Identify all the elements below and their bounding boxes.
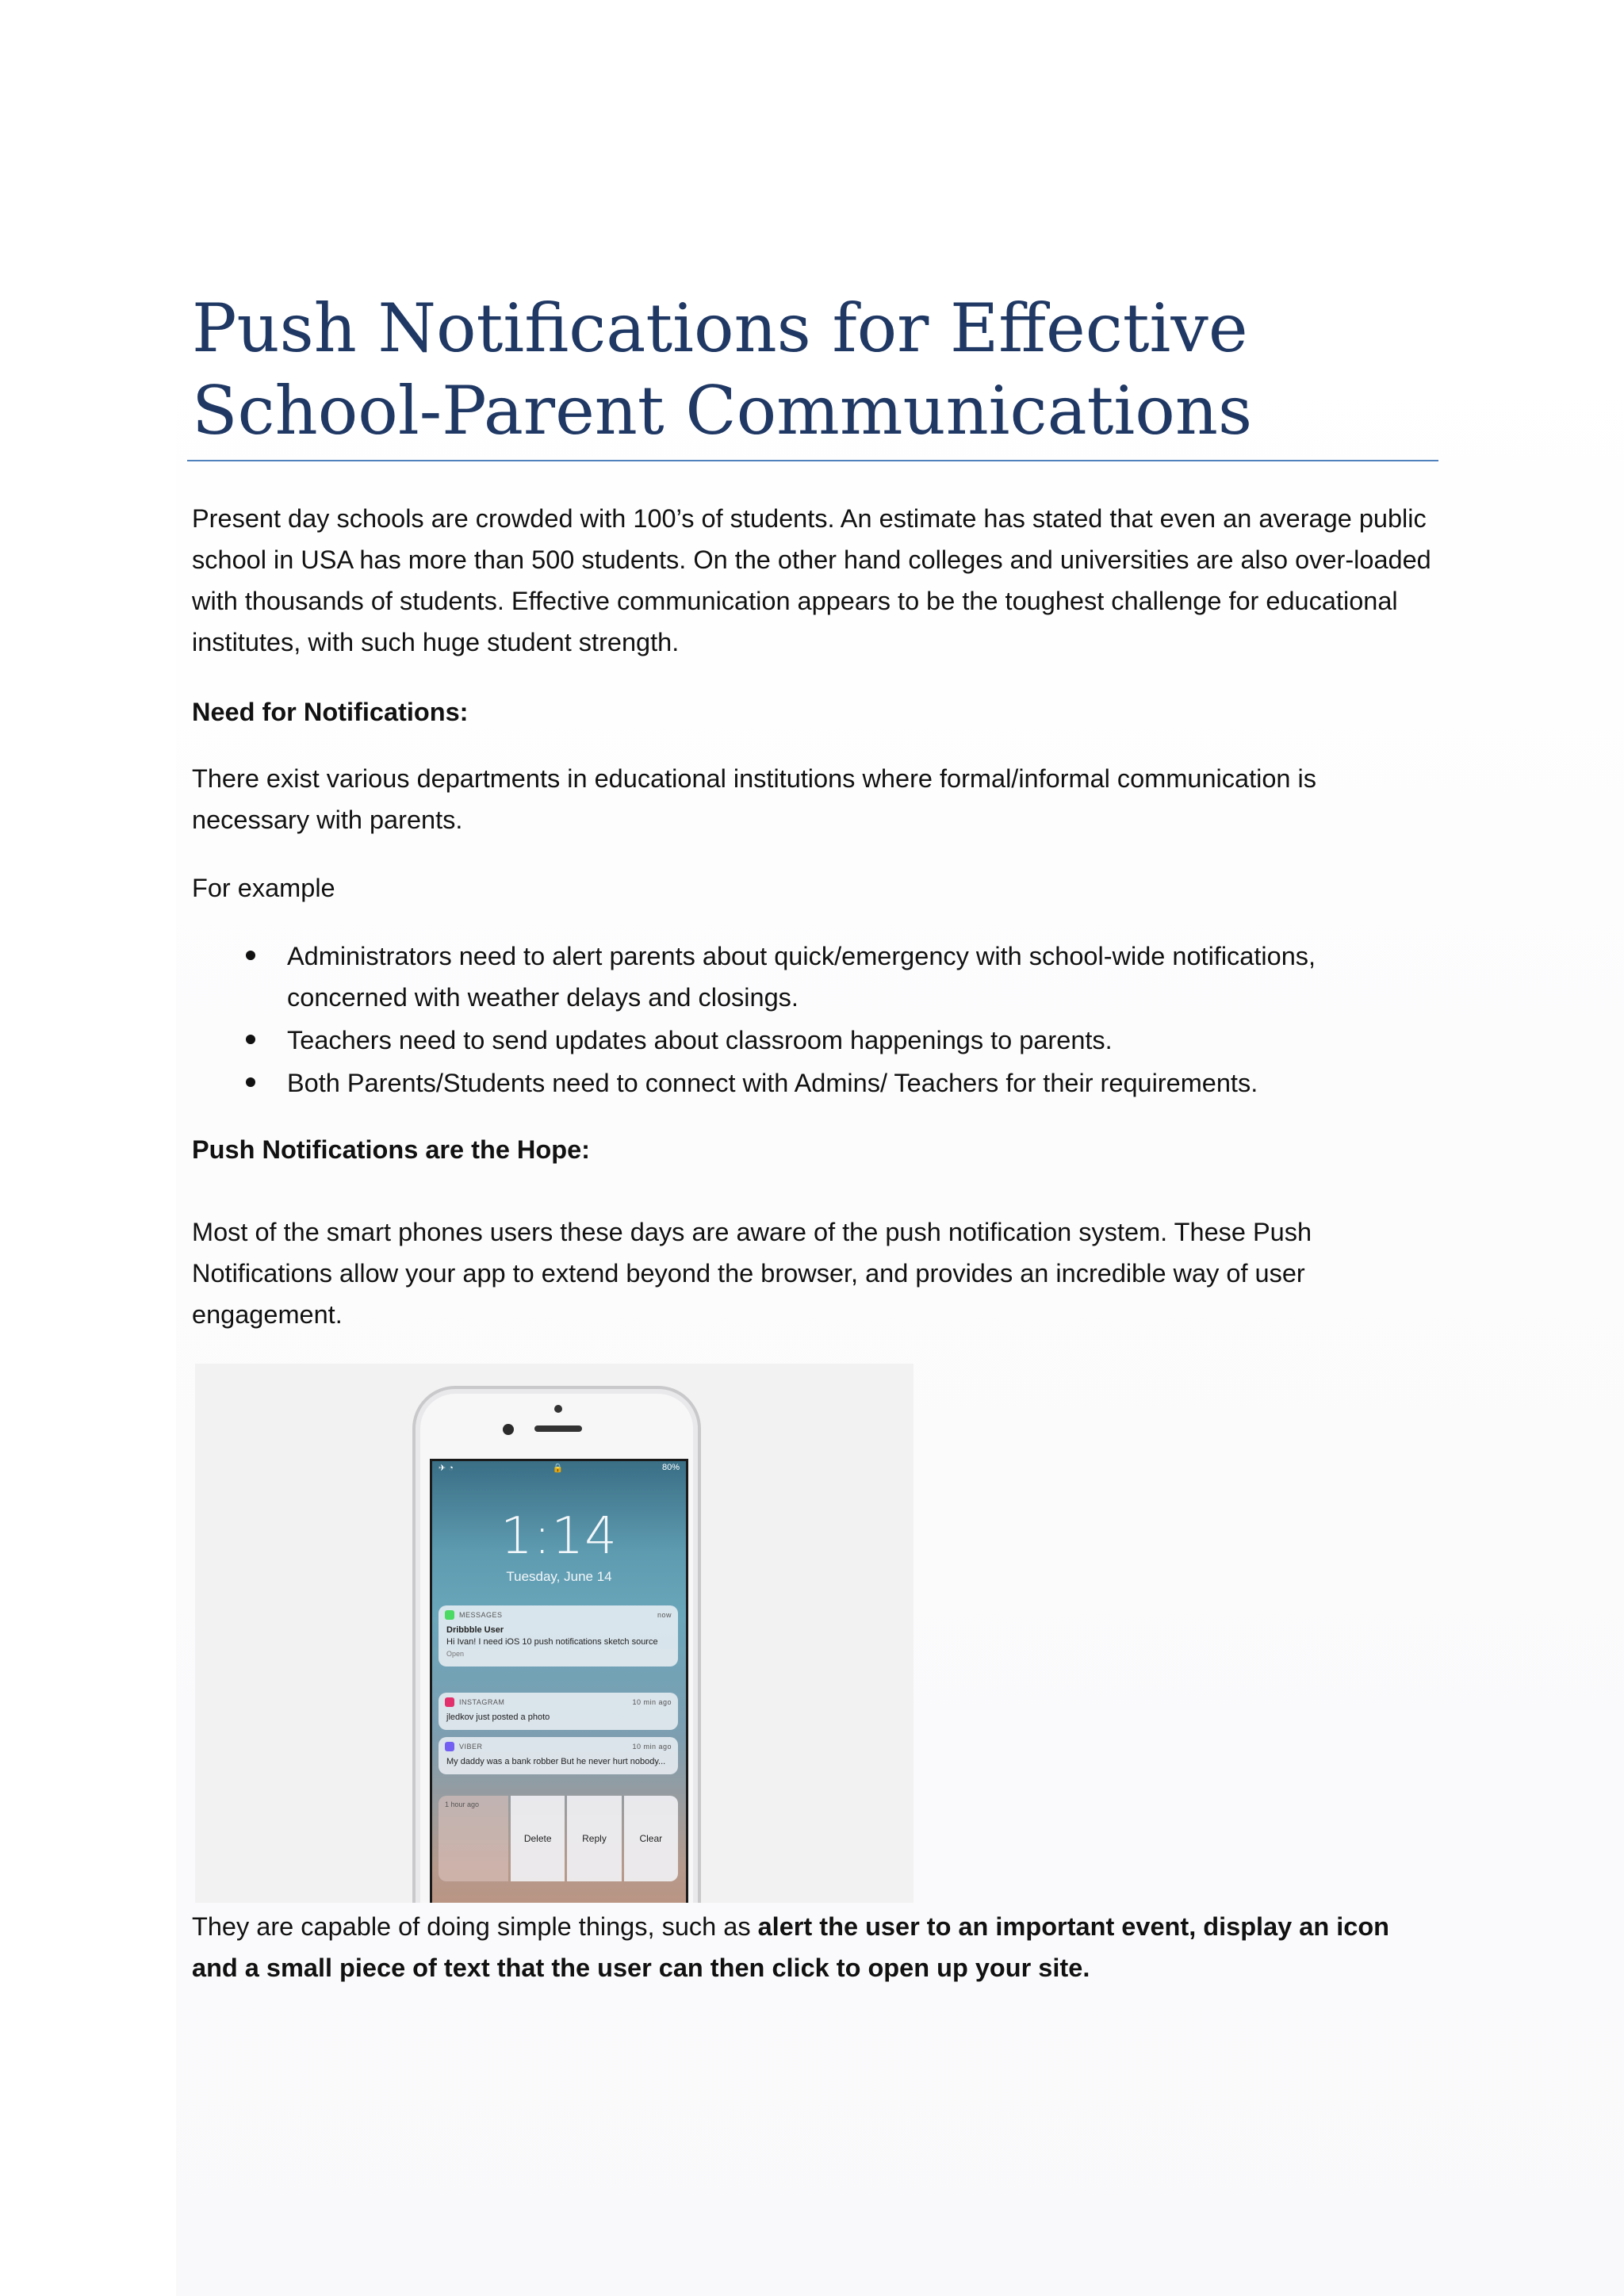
sensor-dot (554, 1405, 562, 1413)
list-item: Both Parents/Students need to connect with Admins/ Teachers for their requirements. (192, 1062, 1437, 1104)
swiped-notification: 1 hour ago (439, 1796, 508, 1881)
instagram-icon (445, 1697, 454, 1707)
messages-icon (445, 1610, 454, 1620)
clear-button[interactable]: Clear (624, 1796, 678, 1881)
reply-button[interactable]: Reply (567, 1796, 621, 1881)
signal-icon: ✈ ◔ (439, 1464, 454, 1473)
closing-paragraph: They are capable of doing simple things, such as alert the user to an important event, display an icon and a small piece of text that the user can then click to open up your site. (192, 1912, 1390, 1982)
lock-icon: 🔒 (552, 1464, 564, 1473)
speaker-grille (534, 1425, 582, 1432)
status-bar (439, 1463, 680, 1473)
title-underline (187, 460, 1438, 461)
phone-body (412, 1386, 701, 1903)
notification-card: INSTAGRAM 10 min ago jledkov just posted a photo (439, 1693, 678, 1730)
hope-heading: Push Notifications are the Hope: (192, 1135, 591, 1164)
bullet-icon (246, 1035, 255, 1044)
intro-paragraph: Present day schools are crowded with 100’s of students. An estimate has stated that even an average public school in USA has more than 500 students. On the other hand colleges and universities are also over-loaded with thousands of students. Effective communication appears to be the toughest challenge for educational institutes, with such huge student strength. (192, 504, 1431, 656)
phone-illustration (195, 1364, 914, 1903)
bullet-list (192, 936, 1437, 1105)
camera-icon (503, 1424, 514, 1435)
delete-button[interactable]: Delete (511, 1796, 565, 1881)
bullet-icon (246, 1077, 255, 1087)
page-title: Push Notifications for Effective School-Parent Communications (192, 289, 1253, 450)
list-item: Administrators need to alert parents about quick/emergency with school-wide notifications, concerned with weather delays and closings. (192, 936, 1437, 1018)
notification-card: MESSAGES now Dribbble User Hi Ivan! I need iOS 10 push notifications sketch source Open (439, 1605, 678, 1667)
lock-date: Tuesday, June 14 (506, 1569, 612, 1584)
notification-card: VIBER 10 min ago My daddy was a bank robber But he never hurt nobody... (439, 1737, 678, 1774)
viber-icon (445, 1742, 454, 1751)
list-item: Teachers need to send updates about classroom happenings to parents. (192, 1020, 1437, 1061)
bullet-icon (246, 951, 255, 960)
lock-screen (430, 1459, 688, 1903)
battery-label: 80% (661, 1463, 680, 1472)
need-heading: Need for Notifications: (192, 698, 469, 726)
need-paragraph: There exist various departments in educational institutions where formal/informal communication is necessary with parents. (192, 764, 1317, 834)
hope-paragraph: Most of the smart phones users these days are aware of the push notification system. These Push Notifications allow your app to extend beyond the browser, and provides an incredible way of user engagement. (192, 1218, 1312, 1329)
lock-time: 1:14 (500, 1507, 618, 1566)
example-label: For example (192, 874, 335, 902)
notification-actions (439, 1796, 678, 1881)
